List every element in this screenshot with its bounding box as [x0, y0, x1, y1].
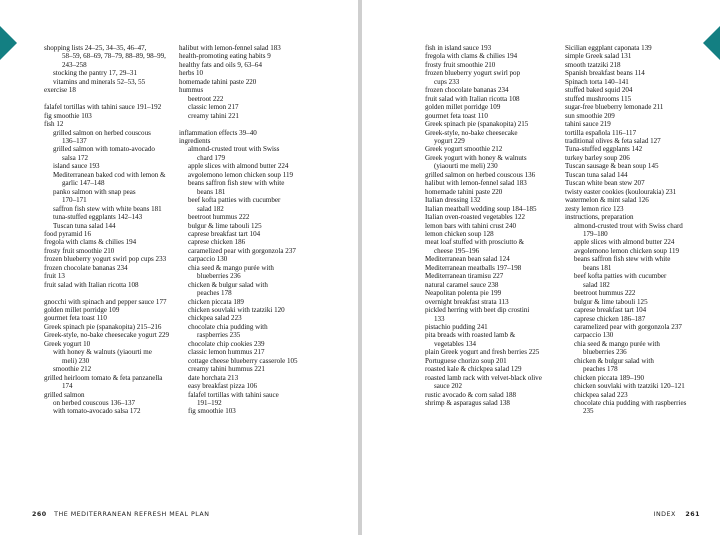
index-entry: shopping lists 24–25, 34–35, 46–47, — [44, 44, 147, 52]
index-entry: chia seed & mango purée with — [188, 263, 274, 272]
index-entry: 191–192 — [197, 399, 222, 408]
index-entry: beans 181 — [197, 187, 226, 196]
index-column-left-1 — [44, 44, 178, 416]
index-entry: raspberries 235 — [197, 331, 241, 340]
index-entry: chicken & bulgur salad with — [188, 280, 268, 289]
index-entry: 133 — [434, 314, 445, 323]
index-entry: tuna-stuffed eggplants 142–143 — [53, 213, 143, 222]
index-entry: bulgur & lime tabouli 125 — [574, 297, 648, 306]
index-entry: 235 — [583, 407, 594, 416]
index-entry: healthy fats and oils 9, 63–64 — [179, 60, 262, 69]
index-entry: carpaccio 130 — [574, 331, 614, 340]
index-entry: fregola with clams & chilies 194 — [44, 238, 137, 247]
index-entry: fruit salad with Italian ricotta 108 — [425, 94, 520, 103]
index-entry: natural caramel sauce 238 — [425, 280, 499, 289]
index-entry: cups 233 — [434, 77, 460, 86]
index-entry: bulgur & lime tabouli 125 — [188, 221, 262, 230]
index-entry: grilled heirloom tomato & feta panzanella — [44, 373, 163, 382]
index-entry: caramelized pear with gorgonzola 237 — [574, 322, 682, 331]
index-entry: Mediterranean baked cod with lemon & — [53, 170, 166, 179]
index-entry: beetroot hummus 222 — [574, 289, 636, 298]
index-entry: Mediterranean tiramisu 227 — [425, 272, 504, 281]
index-entry: chickpea salad 223 — [188, 314, 242, 323]
index-entry: tahini sauce 219 — [565, 120, 611, 129]
page-number-right: 261 — [685, 511, 700, 518]
index-entry: panko salmon with snap peas — [53, 187, 136, 196]
index-spacer — [44, 95, 178, 103]
index-entry: blueberries 236 — [583, 348, 627, 357]
index-entry: chia seed & mango purée with — [574, 339, 660, 348]
index-entry: zesty lemon rice 123 — [565, 204, 624, 213]
index-entry: beans saffron fish stew with white — [574, 255, 671, 264]
index-entry: creamy tahini hummus 221 — [188, 365, 265, 374]
index-entry: pita breads with roasted lamb & — [425, 331, 516, 340]
index-entry: herbs 10 — [179, 69, 204, 78]
index-entry: meat loaf stuffed with prosciutto & — [425, 238, 525, 247]
index-entry: grilled salmon on herbed couscous 136 — [425, 170, 536, 179]
index-entry: caramelized pear with gorgonzola 237 — [188, 246, 296, 255]
right-footer — [654, 511, 700, 518]
index-entry: food pyramid 16 — [44, 229, 91, 238]
index-entry: rustic avocado & corn salad 188 — [425, 390, 516, 399]
index-entry: with honey & walnuts (yiaourti me — [53, 348, 152, 357]
index-entry: almond-crusted trout with Swiss chard — [574, 221, 683, 230]
index-column-left-2 — [179, 44, 331, 416]
index-entry: carpaccio 130 — [188, 255, 228, 264]
index-entry: frozen chocolate bananas 234 — [425, 86, 509, 95]
page-tab-marker-icon — [703, 26, 720, 60]
index-entry: Tuscan tuna salad 144 — [565, 170, 628, 179]
index-entry: Italian dressing 132 — [425, 196, 481, 205]
index-entry: gnocchi with spinach and pepper sauce 177 — [44, 297, 167, 306]
index-entry: chickpea salad 223 — [574, 390, 628, 399]
index-entry: 243–258 — [62, 60, 87, 69]
index-entry: Mediterranean bean salad 124 — [425, 255, 510, 264]
index-entry: chicken souvlaki with tzatziki 120–121 — [574, 382, 685, 391]
index-entry: golden millet porridge 109 — [44, 306, 120, 315]
index-entry: date horchata 213 — [188, 373, 239, 382]
index-entry: (yiaourti me meli) 230 — [434, 162, 498, 171]
index-entry: pickled herring with beet dip crostini — [425, 306, 530, 315]
index-entry: Greek yogurt 10 — [44, 339, 91, 348]
index-entry: fregola with clams & chilies 194 — [425, 52, 518, 61]
index-entry: Sicilian eggplant caponata 139 — [565, 44, 652, 52]
index-entry: Greek-style, no-bake cheesecake yogurt 229 — [44, 331, 170, 340]
index-entry: 174 — [62, 382, 73, 391]
index-entry: beetroot 222 — [188, 94, 224, 103]
index-entry: Mediterranean meatballs 197–198 — [425, 263, 522, 272]
index-entry: Tuna-stuffed eggplants 142 — [565, 145, 643, 154]
index-spacer — [44, 289, 178, 297]
index-entry: inflammation effects 39–40 — [179, 128, 257, 137]
index-entry: simple Greek salad 131 — [565, 52, 632, 61]
index-entry: falafel tortillas with tahini sauce 191–192 — [44, 103, 162, 112]
index-entry: grilled salmon — [44, 390, 85, 399]
index-entry: caprese breakfast tart 104 — [188, 229, 261, 238]
index-entry: chocolate chia pudding with — [188, 322, 268, 331]
index-entry: 136–137 — [62, 136, 87, 145]
index-entry: tortilla española 116–117 — [565, 128, 637, 137]
index-entry: stuffed baked squid 204 — [565, 86, 633, 95]
index-entry: caprese breakfast tart 104 — [574, 306, 647, 315]
index-entry: with tomato-avocado salsa 172 — [53, 407, 141, 416]
index-entry: shrimp & asparagus salad 138 — [425, 399, 510, 408]
index-entry: halibut with lemon-fennel salad 183 — [425, 179, 527, 188]
index-entry: garlic 147–148 — [62, 179, 105, 188]
index-entry: exercise 18 — [44, 86, 76, 95]
index-entry: Tuscan white bean stew 207 — [565, 179, 645, 188]
index-entry: beef kofta patties with cucumber — [574, 272, 667, 281]
left-page — [0, 0, 358, 535]
left-footer — [32, 511, 209, 518]
index-entry: Greek spinach pie (spanakopita) 215–216 — [44, 322, 162, 331]
index-entry: homemade tahini paste 220 — [179, 77, 257, 86]
index-entry: chicken piccata 189 — [188, 297, 244, 306]
index-entry: chicken piccata 189–190 — [574, 373, 645, 382]
index-entry: peaches 178 — [197, 289, 232, 298]
index-entry: turkey barley soup 206 — [565, 153, 630, 162]
index-entry: caprese chicken 186–187 — [574, 314, 646, 323]
index-entry: yogurt 229 — [434, 136, 465, 145]
running-head-left: THE MEDITERRANEAN REFRESH MEAL PLAN — [54, 511, 210, 518]
index-entry: frozen chocolate bananas 234 — [44, 263, 128, 272]
index-entry: salad 182 — [583, 280, 610, 289]
index-spacer — [179, 120, 331, 128]
index-entry: 179–180 — [583, 229, 608, 238]
index-entry: twisty easter cookies (koulourakia) 231 — [565, 187, 677, 196]
index-entry: homemade tahini paste 220 — [425, 187, 503, 196]
index-entry: Italian meatball wedding soup 184–185 — [425, 204, 537, 213]
index-entry: Spinach torta 140–141 — [565, 77, 629, 86]
index-entry: falafel tortillas with tahini sauce — [188, 390, 279, 399]
index-entry: fruit 13 — [44, 272, 65, 281]
index-entry: grilled salmon with tomato-avocado — [53, 145, 155, 154]
index-entry: traditional olives & feta salad 127 — [565, 136, 661, 145]
index-entry: chicken & bulgur salad with — [574, 356, 654, 365]
index-entry: stuffed mushrooms 115 — [565, 94, 632, 103]
index-entry: sugar-free blueberry lemonade 211 — [565, 103, 664, 112]
index-entry: saffron fish stew with white beans 181 — [53, 204, 162, 213]
index-entry: Greek spinach pie (spanakopita) 215 — [425, 120, 529, 129]
page-number-left: 260 — [32, 511, 47, 518]
index-entry: gourmet feta toast 110 — [44, 314, 107, 323]
index-entry: caprese chicken 186 — [188, 238, 246, 247]
index-entry: 58–59, 68–69, 78–79, 88–89, 98–99, — [62, 52, 166, 61]
index-entry: Tuscan tuna salad 144 — [53, 221, 116, 230]
index-entry: roasted kale & chickpea salad 129 — [425, 365, 522, 374]
index-entry: fish 12 — [44, 120, 64, 129]
index-entry: smooth tzatziki 218 — [565, 60, 621, 69]
index-entry: lemon chicken soup 128 — [425, 229, 494, 238]
index-entry: frosty fruit smoothie 210 — [44, 246, 115, 255]
index-entry: lemon bars with tahini crust 240 — [425, 221, 517, 230]
index-entry: overnight breakfast strata 113 — [425, 297, 509, 306]
index-entry: gourmet feta toast 110 — [425, 111, 488, 120]
index-entry: watermelon & mint salad 126 — [565, 196, 649, 205]
index-entry: Greek-style, no-bake cheesecake — [425, 128, 518, 137]
index-entry: frozen blueberry yogurt swirl pop cups 233 — [44, 255, 167, 264]
index-entry: apple slices with almond butter 224 — [574, 238, 675, 247]
running-head-right: INDEX — [653, 511, 676, 518]
index-entry: beetroot hummus 222 — [188, 213, 250, 222]
index-entry: chicken souvlaki with tzatziki 120 — [188, 306, 285, 315]
index-entry: instructions, preparation — [565, 213, 634, 222]
index-entry: Italian oven-roasted vegetables 122 — [425, 213, 525, 222]
index-entry: halibut with lemon-fennel salad 183 — [179, 44, 281, 52]
index-entry: Tuscan sausage & bean soup 145 — [565, 162, 659, 171]
index-entry: cottage cheese blueberry casserole 105 — [188, 356, 298, 365]
index-entry: Greek yogurt with honey & walnuts — [425, 153, 527, 162]
index-entry: on herbed couscous 136–137 — [53, 399, 136, 407]
index-entry: hummus — [179, 86, 204, 95]
index-entry: sun smoothie 209 — [565, 111, 615, 120]
index-entry: vegetables 134 — [434, 339, 477, 348]
index-entry: ingredients — [179, 136, 211, 145]
index-entry: meli) 230 — [62, 356, 90, 365]
index-entry: classic lemon 217 — [188, 103, 239, 112]
index-entry: avgolemono lemon chicken soup 119 — [574, 246, 680, 255]
index-entry: peaches 178 — [583, 365, 618, 374]
index-entry: smoothie 212 — [53, 365, 92, 374]
index-entry: chard 179 — [197, 153, 225, 162]
index-entry: vitamins and minerals 52–53, 55 — [53, 77, 146, 86]
index-entry: chocolate chia pudding with raspberries — [574, 399, 687, 408]
index-entry: fish in island sauce 193 — [425, 44, 492, 52]
index-entry: roasted lamb rack with velvet-black olive — [425, 373, 542, 382]
index-entry: sauce 202 — [434, 382, 462, 391]
index-entry: cheese 195–196 — [434, 246, 480, 255]
index-entry: beef kofta patties with cucumber — [188, 196, 281, 205]
index-entry: island sauce 193 — [53, 162, 100, 171]
index-entry: beans saffron fish stew with white — [188, 179, 285, 188]
index-entry: stocking the pantry 17, 29–31 — [53, 69, 137, 78]
index-entry: chocolate chip cookies 239 — [188, 339, 265, 348]
index-entry: 170–171 — [62, 196, 87, 205]
index-entry: Neapolitan polenta pie 199 — [425, 289, 502, 298]
index-entry: apple slices with almond butter 224 — [188, 162, 289, 171]
index-column-right-2 — [565, 44, 701, 416]
index-entry: plain Greek yogurt and fresh berries 225 — [425, 348, 540, 357]
index-entry: salsa 172 — [62, 153, 89, 162]
index-entry: Greek yogurt smoothie 212 — [425, 145, 503, 154]
index-entry: salad 182 — [197, 204, 224, 213]
index-entry: Spanish breakfast beans 114 — [565, 69, 645, 78]
index-entry: creamy tahini 221 — [188, 111, 239, 120]
index-entry: easy breakfast pizza 106 — [188, 382, 258, 391]
page-tab-marker-icon — [0, 26, 17, 60]
index-entry: health-promoting eating habits 9 — [179, 52, 271, 61]
index-column-right-1 — [425, 44, 565, 407]
index-entry: frosty fruit smoothie 210 — [425, 60, 496, 69]
index-entry: classic lemon hummus 217 — [188, 348, 265, 357]
index-entry: fruit salad with Italian ricotta 108 — [44, 280, 139, 289]
index-entry: beans 181 — [583, 263, 612, 272]
index-entry: blueberries 236 — [197, 272, 241, 281]
index-entry: pistachio pudding 241 — [425, 322, 488, 331]
index-entry: frozen blueberry yogurt swirl pop — [425, 69, 521, 78]
index-entry: fig smoothie 103 — [44, 111, 92, 120]
index-entry: grilled salmon on herbed couscous — [53, 128, 151, 137]
index-entry: almond-crusted trout with Swiss — [188, 145, 280, 154]
index-entry: Portuguese chorizo soup 201 — [425, 356, 507, 365]
index-entry: golden millet porridge 109 — [425, 103, 501, 112]
index-entry: avgolemono lemon chicken soup 119 — [188, 170, 294, 179]
index-entry: fig smoothie 103 — [188, 407, 236, 416]
right-page — [362, 0, 720, 535]
